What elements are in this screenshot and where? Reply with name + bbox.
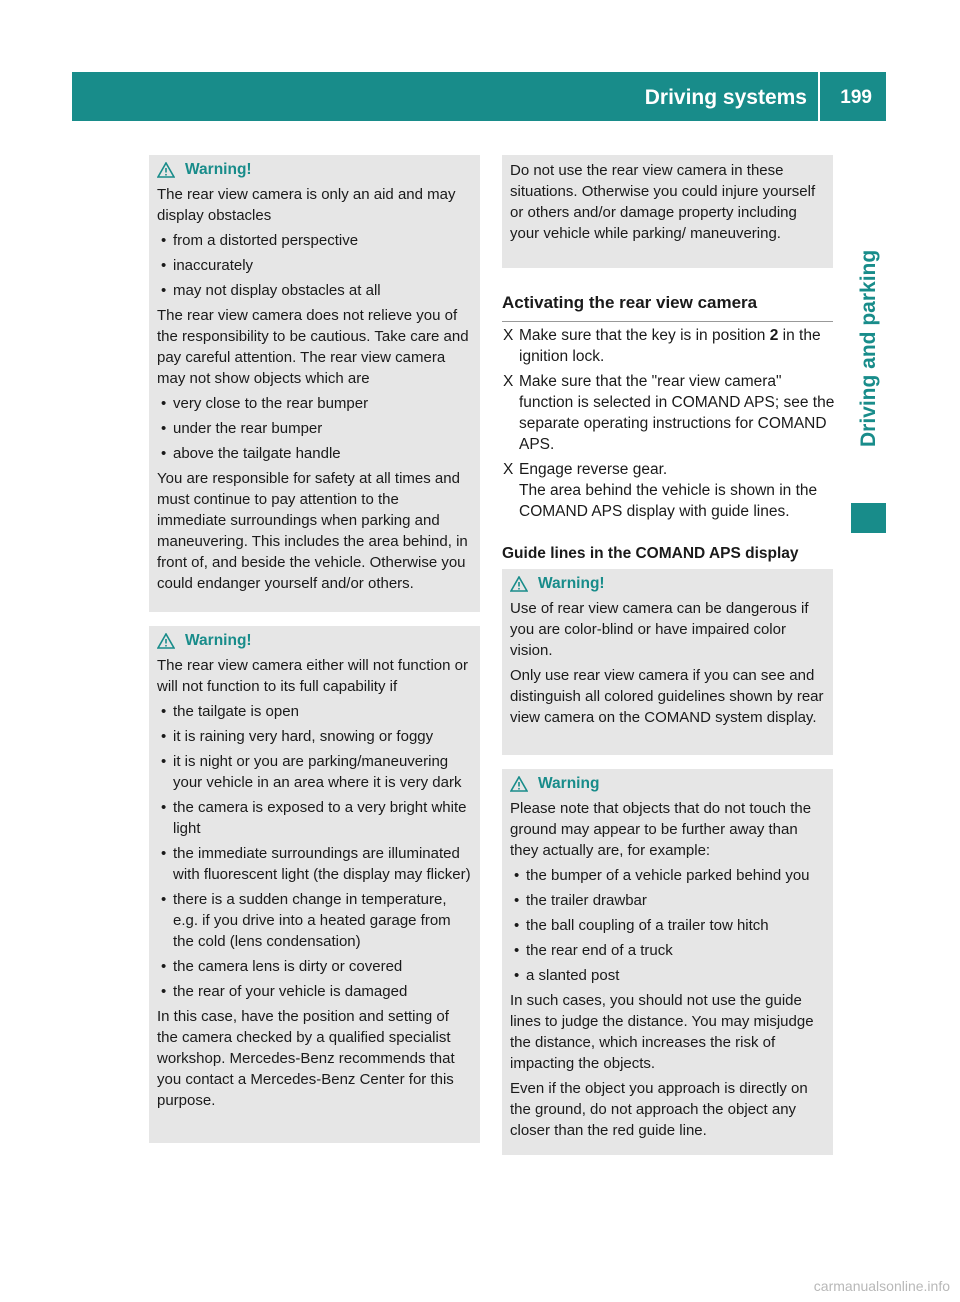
warning-box-camera-function bbox=[149, 626, 480, 1143]
list-item: • very close to the rear bumper bbox=[157, 393, 472, 414]
step-list bbox=[502, 325, 836, 526]
bullet-list bbox=[157, 230, 472, 301]
subsection-heading: Guide lines in the COMAND APS display bbox=[502, 545, 799, 562]
warning-triangle-icon bbox=[157, 633, 175, 649]
list-item: • may not display obstacles at all bbox=[157, 280, 472, 301]
list-item: • the immediate surroundings are illuminated with fluorescent light (the display may flicker) bbox=[157, 843, 472, 885]
bullet-list bbox=[157, 393, 472, 464]
list-item: • under the rear bumper bbox=[157, 418, 472, 439]
warning-triangle-icon bbox=[510, 776, 528, 792]
warning-box-object-distance bbox=[502, 769, 833, 1155]
warning-title: Warning bbox=[538, 775, 600, 792]
warning-title: Warning! bbox=[538, 575, 605, 592]
page-header bbox=[72, 72, 886, 121]
list-item: • the tailgate is open bbox=[157, 701, 472, 722]
warning-triangle-icon bbox=[157, 162, 175, 178]
step-item bbox=[502, 371, 836, 455]
warning-triangle-icon bbox=[510, 576, 528, 592]
side-tab-marker bbox=[851, 503, 886, 533]
warning-title: Warning! bbox=[185, 161, 252, 178]
step-item bbox=[502, 459, 836, 522]
warning-title-row bbox=[157, 159, 472, 180]
list-item: • the bumper of a vehicle parked behind you bbox=[510, 865, 825, 886]
list-item: • the camera is exposed to a very bright white light bbox=[157, 797, 472, 839]
warning-intro: The rear view camera is only an aid and may display obstacles bbox=[157, 186, 456, 224]
warning-paragraph: The rear view camera does not relieve you of the responsibility to be cautious. Take care and pay careful attention. The rear view camera may not show objects which are bbox=[157, 307, 469, 387]
warning-title-row bbox=[510, 573, 825, 594]
list-item: • inaccurately bbox=[157, 255, 472, 276]
warning-intro: Please note that objects that do not touch the ground may appear to be further away than they actually are, for example: bbox=[510, 800, 812, 859]
bullet-list bbox=[510, 865, 825, 986]
section-heading: Activating the rear view camera bbox=[502, 291, 833, 322]
footer-watermark bbox=[0, 1276, 960, 1302]
note-text: Do not use the rear view camera in these situations. Otherwise you could injure yourself or others and/or damage property including your vehicle while parking/ maneuvering. bbox=[510, 162, 816, 242]
note-box bbox=[502, 155, 833, 268]
step-result: The area behind the vehicle is shown in the COMAND APS display with guide lines. bbox=[519, 482, 818, 520]
bullet-list bbox=[157, 701, 472, 1002]
warning-paragraph: Use of rear view camera can be dangerous if you are color-blind or have impaired color vision. bbox=[510, 600, 809, 659]
list-item: • it is raining very hard, snowing or foggy bbox=[157, 726, 472, 747]
side-tab-label: Driving and parking bbox=[857, 249, 880, 447]
list-item: • the ball coupling of a trailer tow hitch bbox=[510, 915, 825, 936]
list-item: • there is a sudden change in temperature, e.g. if you drive into a heated garage from the cold (lens condensation) bbox=[157, 889, 472, 952]
warning-title-row bbox=[510, 773, 825, 794]
warning-title: Warning! bbox=[185, 632, 252, 649]
list-item: • the rear of your vehicle is damaged bbox=[157, 981, 472, 1002]
warning-paragraph: Only use rear view camera if you can see and distinguish all colored guidelines shown by rear view camera on the COMAND system display. bbox=[510, 667, 824, 726]
section-title: Driving systems bbox=[645, 72, 820, 121]
page-number: 199 bbox=[840, 87, 872, 108]
warning-box-camera-aid bbox=[149, 155, 480, 612]
warning-paragraph: In such cases, you should not use the guide lines to judge the distance. You may misjudge the distance, which increases the risk of impacting the objects. bbox=[510, 992, 814, 1072]
warning-box-color-blind bbox=[502, 569, 833, 755]
step-text: Make sure that the "rear view camera" function is selected in COMAND APS; see the separate operating instructions for COMAND APS. bbox=[519, 373, 835, 453]
step-text: Make sure that the key is in position bbox=[519, 327, 770, 344]
list-item: • the camera lens is dirty or covered bbox=[157, 956, 472, 977]
step-item bbox=[502, 325, 836, 367]
warning-continuation: In this case, have the position and setting of the camera checked by a qualified specialist workshop. Mercedes-Benz recommends that you contact a Mercedes-Benz Center for this purpose. bbox=[157, 1008, 455, 1109]
step-text: Engage reverse gear. bbox=[519, 461, 668, 478]
warning-paragraph: Even if the object you approach is directly on the ground, do not approach the object any closer than the red guide line. bbox=[510, 1080, 808, 1139]
watermark-text: carmanualsonline.info bbox=[813, 1278, 950, 1294]
step-text: in the ignition lock. bbox=[519, 327, 821, 365]
side-tab bbox=[851, 249, 886, 482]
list-item: • it is night or you are parking/maneuvering your vehicle in an area where it is very dark bbox=[157, 751, 472, 793]
list-item: • the trailer drawbar bbox=[510, 890, 825, 911]
list-item: • the rear end of a truck bbox=[510, 940, 825, 961]
warning-outro: You are responsible for safety at all times and must continue to pay attention to the immediate surroundings when parking and maneuvering. This includes the area behind, in front of, and beside the vehicle. Otherwise you could endanger yourself and/or others. bbox=[157, 470, 468, 592]
list-item: • above the tailgate handle bbox=[157, 443, 472, 464]
warning-intro: The rear view camera either will not function or will not function to its full capability if bbox=[157, 657, 468, 695]
list-item: • from a distorted perspective bbox=[157, 230, 472, 251]
step-key-position: 2 bbox=[769, 327, 779, 344]
list-item: • a slanted post bbox=[510, 965, 825, 986]
warning-title-row bbox=[157, 630, 472, 651]
